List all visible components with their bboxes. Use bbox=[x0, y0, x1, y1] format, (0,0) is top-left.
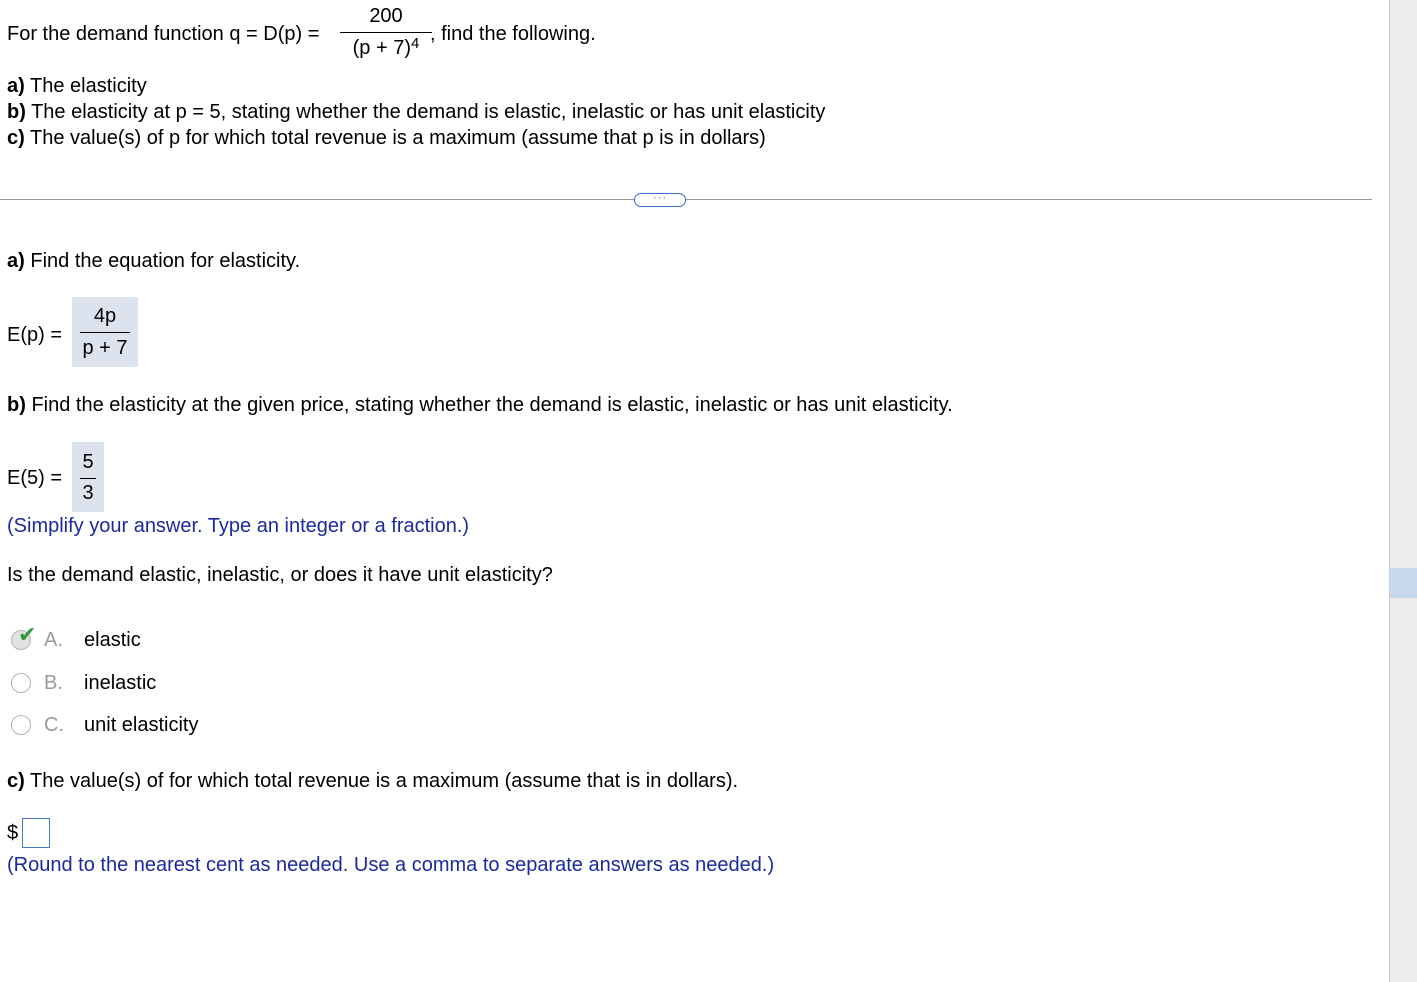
demand-denominator: (p + 7) bbox=[352, 37, 411, 59]
e5-numerator: 5 bbox=[82, 450, 94, 473]
e5-denominator: 3 bbox=[82, 481, 94, 504]
part-c-hint: (Round to the nearest cent as needed. Use a comma to separate answers as needed.) bbox=[7, 854, 775, 876]
part-a-prompt: a) Find the equation for elasticity. bbox=[7, 250, 301, 272]
check-icon: ✔ bbox=[18, 622, 37, 647]
elasticity-numerator: 4p bbox=[93, 304, 117, 327]
option-a-letter: A. bbox=[44, 629, 63, 651]
right-side-panel[interactable] bbox=[1389, 0, 1417, 982]
e5-lhs: E(5) = bbox=[7, 467, 63, 489]
demand-exponent: 4 bbox=[411, 35, 420, 52]
currency-symbol: $ bbox=[7, 822, 19, 844]
part-b-prompt: b) Find the elasticity at the given price, stating whether the demand is elastic, inelastic or has unit elasticity. bbox=[7, 394, 953, 416]
demand-numerator: 200 bbox=[369, 5, 403, 27]
e5-answer-fraction[interactable] bbox=[72, 442, 104, 512]
right-panel-highlight bbox=[1390, 568, 1417, 598]
elasticity-lhs: E(p) = bbox=[7, 324, 63, 346]
option-c-letter: C. bbox=[44, 714, 64, 736]
problem-item-c: c) The value(s) of p for which total revenue is a maximum (assume that p is in dollars) bbox=[7, 127, 766, 149]
elasticity-denominator: p + 7 bbox=[82, 336, 128, 359]
option-b-letter: B. bbox=[44, 672, 63, 694]
part-b-hint: (Simplify your answer. Type an integer or a fraction.) bbox=[7, 515, 470, 537]
option-b-radio[interactable] bbox=[11, 673, 31, 693]
option-c-radio[interactable] bbox=[11, 715, 31, 735]
problem-item-b: b) The elasticity at p = 5, stating whether the demand is elastic, inelastic or has unit elasticity bbox=[7, 101, 826, 123]
option-a-text[interactable]: elastic bbox=[84, 629, 141, 651]
section-divider bbox=[0, 199, 1372, 200]
problem-intro: For the demand function q = D(p) = bbox=[7, 23, 320, 45]
demand-fraction bbox=[338, 4, 434, 63]
problem-suffix: , find the following. bbox=[430, 23, 596, 45]
option-b-text[interactable]: inelastic bbox=[84, 672, 157, 694]
more-options-button[interactable]: ··· bbox=[634, 193, 686, 207]
elasticity-answer-fraction[interactable] bbox=[72, 297, 138, 367]
part-c-prompt: c) The value(s) of for which total revenue is a maximum (assume that is in dollars). bbox=[7, 770, 739, 792]
problem-item-a: a) The elasticity bbox=[7, 75, 147, 97]
elasticity-question: Is the demand elastic, inelastic, or does it have unit elasticity? bbox=[7, 564, 553, 586]
option-c-text[interactable]: unit elasticity bbox=[84, 714, 199, 736]
revenue-max-input[interactable] bbox=[22, 818, 50, 848]
